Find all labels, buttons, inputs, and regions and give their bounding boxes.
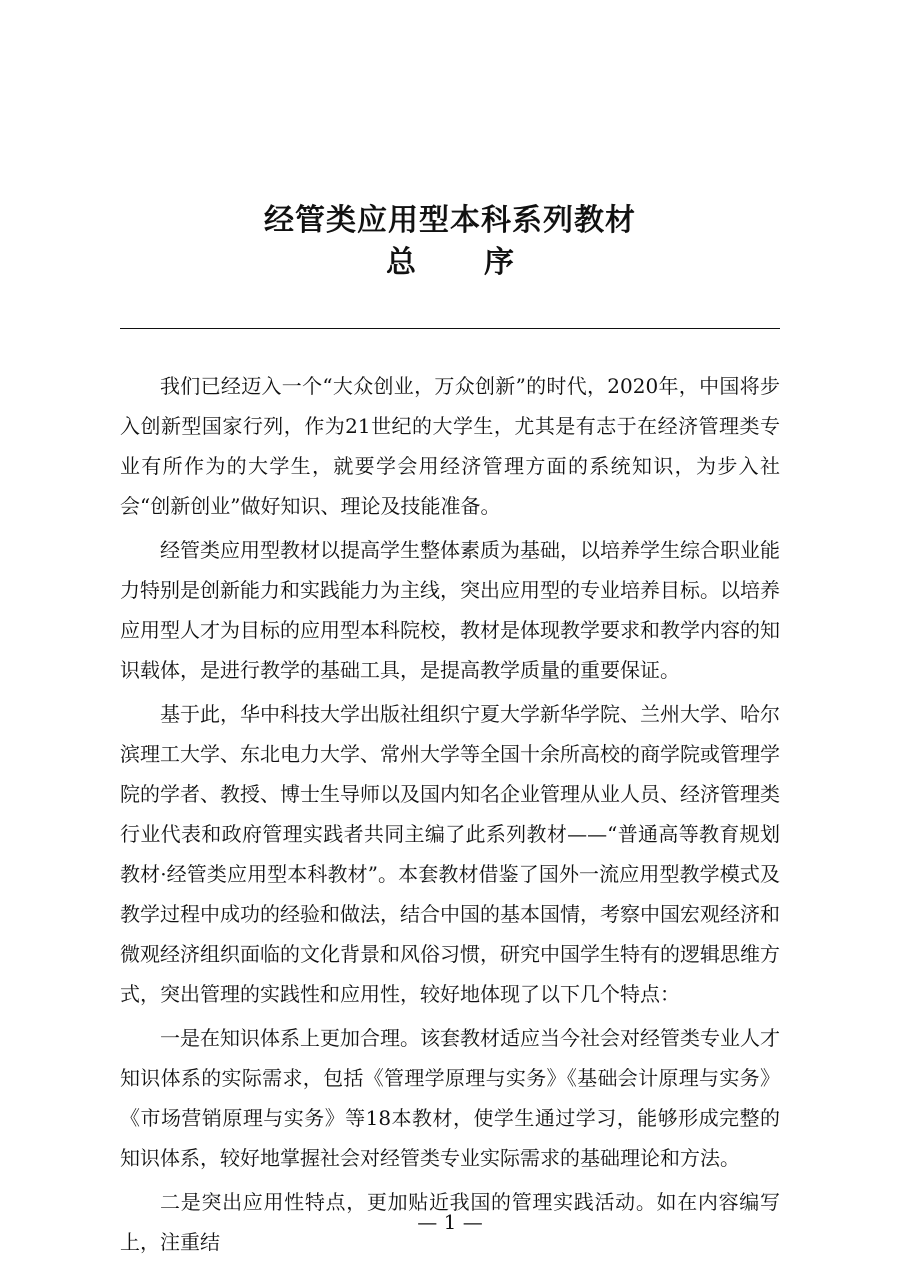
preface-body (120, 366, 780, 1262)
page-number: — 1 — (417, 1210, 483, 1234)
paragraph-3: 基于此，华中科技大学出版社组织宁夏大学新华学院、兰州大学、哈尔滨理工大学、东北电力大学、常州大学等全国十余所高校的商学院或管理学院的学者、教授、博士生导师以及国内知名企业管理从业人员、经济管理类行业代表和政府管理实践者共同主编了此系列教材——“普通高等教育规划教材·经管类应用型本科教材”。本套教材借鉴了国外一流应用型教学模式及教学过程中成功的经验和做法，结合中国的基本国情，考察中国宏观经济和微观经济组织面临的文化背景和风俗习惯，研究中国学生特有的逻辑思维方式，突出管理的实践性和应用性，较好地体现了以下几个特点： (120, 702, 780, 1006)
paragraph-5: 二是突出应用性特点，更加贴近我国的管理实践活动。如在内容编写上，注重结 (120, 1190, 780, 1254)
paragraph-2: 经管类应用型教材以提高学生整体素质为基础，以培养学生综合职业能力特别是创新能力和实践能力为主线，突出应用型的专业培养目标。以培养应用型人才为目标的应用型本科院校，教材是体现教学要求和教学内容的知识载体，是进行教学的基础工具，是提高教学质量的重要保证。 (120, 538, 780, 682)
title-divider (120, 328, 780, 329)
title-block (120, 200, 780, 284)
paragraph-4: 一是在知识体系上更加合理。该套教材适应当今社会对经管类专业人才知识体系的实际需求，包括《管理学原理与实务》《基础会计原理与实务》《市场营销原理与实务》等18本教材，使学生通过学习，能够形成完整的知识体系，较好地掌握社会对经管类专业实际需求的基础理论和方法。 (120, 1026, 780, 1170)
series-title: 经管类应用型本科系列教材 (264, 203, 636, 238)
paragraph-1: 我们已经迈入一个“大众创业，万众创新”的时代，2020年，中国将步入创新型国家行列，作为21世纪的大学生，尤其是有志于在经济管理类专业有所作为的大学生，就要学会用经济管理方面的系统知识，为步入社会“创新创业”做好知识、理论及技能准备。 (120, 374, 780, 518)
preface-heading: 总序 (386, 245, 582, 280)
